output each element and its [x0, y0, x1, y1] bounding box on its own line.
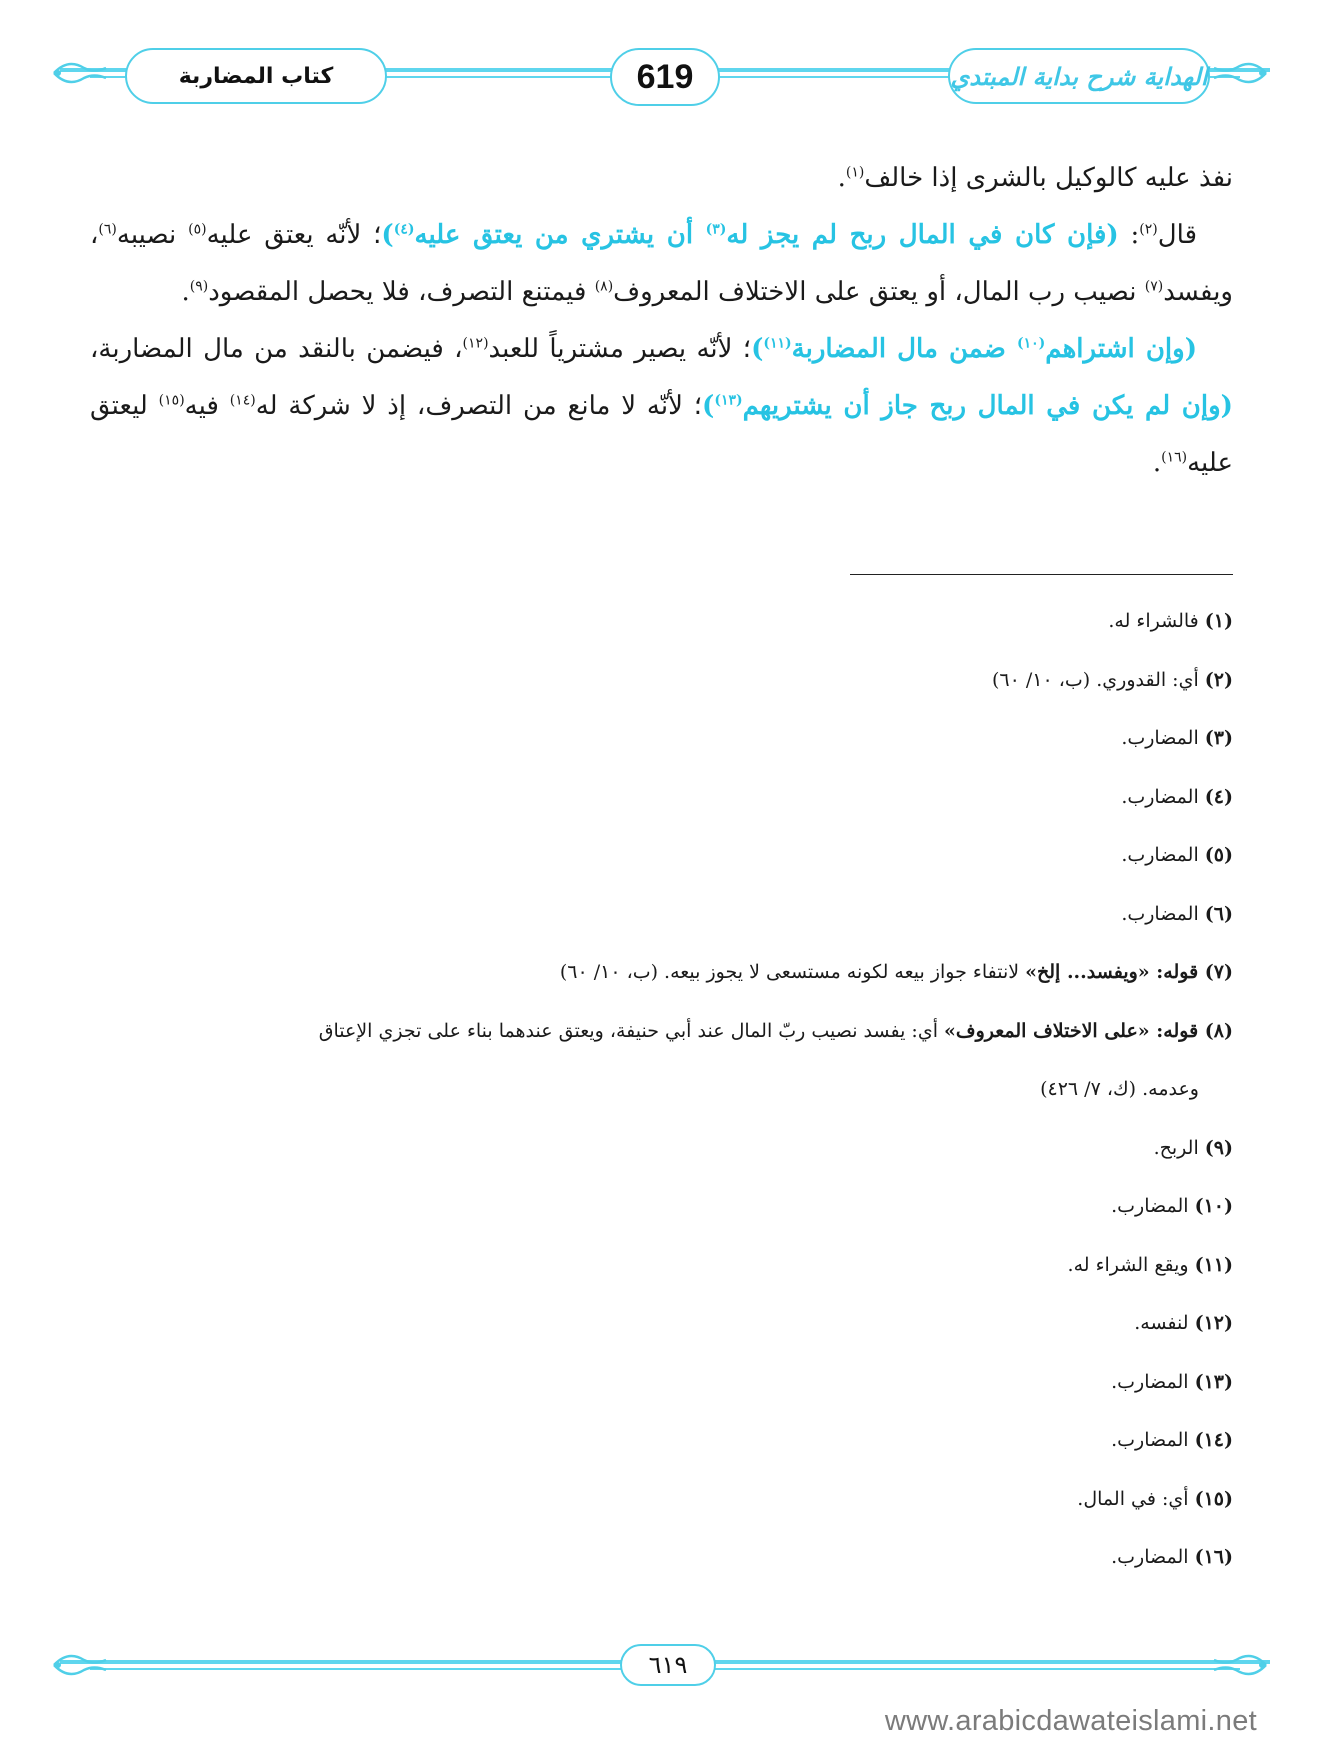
main-text [90, 150, 1233, 492]
paragraph-3: (وإن اشتراهم$^{(١٠)}$ ضمن مال المضاربة$^{(١١)}$)؛ لأنّه يصير مشترياً للعبد$^{(١٢)}$، فيضمن بالنقد من مال المضاربة، (وإن لم يكن في المال ربح جاز أن يشتريهم$^{(١٣)}$)؛ لأنّه لا مانع من التصرف، إذ لا شركة له$^{(١٤)}$ فيه$^{(١٥)}$ ليعتق عليه$^{(١٦)}$. [90, 334, 1233, 478]
right-flourish-icon [1210, 1648, 1270, 1682]
footnote-13: (١٣) المضارب. [1111, 1370, 1233, 1393]
footer-page-number: ٦١٩ [648, 1651, 688, 1679]
footnote-8-continuation: وعدمه. (ك، ٧/ ٤٢٦) [1040, 1078, 1199, 1100]
footnote-12: (١٢) لنفسه. [1134, 1312, 1233, 1334]
footnote-ref[interactable]: (٩) [189, 278, 209, 295]
footnote-ref[interactable]: (١٢) [462, 335, 489, 352]
footnote-ref[interactable]: (٨) [594, 278, 614, 295]
footnote-9: (٩) الربح. [1153, 1136, 1233, 1159]
footnote-ref[interactable]: (٥) [188, 221, 207, 238]
footer-page-number-pill [620, 1644, 716, 1686]
footnote-ref[interactable]: (٦) [98, 221, 117, 238]
footnote-14: (١٤) المضارب. [1111, 1429, 1233, 1451]
footnote-15: (١٥) أي: في المال. [1077, 1487, 1233, 1510]
left-flourish-icon [50, 1648, 110, 1682]
footnote-1: (١) فالشراء له. [1108, 610, 1233, 632]
matn-highlight: (فإن كان في المال ربح لم يجز له$^{(٣)}$ أن يشتري من يعتق عليه$^{(٤)}$) [381, 220, 1119, 250]
footnote-divider [850, 574, 1233, 575]
footnote-ref[interactable]: (١٥) [158, 392, 185, 409]
footnote-16: (١٦) المضارب. [1111, 1546, 1233, 1568]
footnote-11: (١١) ويقع الشراء له. [1067, 1253, 1233, 1276]
page-number: 619 [636, 57, 694, 96]
footnotes-list [86, 592, 1233, 1587]
chapter-title-pill [125, 48, 387, 104]
right-flourish-icon [1210, 56, 1270, 90]
book-title-pill [948, 48, 1210, 104]
left-flourish-icon [50, 56, 110, 90]
matn-highlight: (وإن اشتراهم$^{(١٠)}$ ضمن مال المضاربة$^{(١١)}$) [751, 334, 1197, 364]
footnote-8: (٨) قوله: «على الاختلاف المعروف» أي: يفسد نصيب ربّ المال عند أبي حنيفة، ويعتق عندهما بناء على تجزي الإعتاق [318, 1019, 1233, 1042]
paragraph-1: نفذ عليه كالوكيل بالشرى إذا خالف$^{(١)}$. [837, 163, 1233, 193]
book-title: الهداية شرح بداية المبتدي [950, 61, 1208, 91]
footnote-10: (١٠) المضارب. [1111, 1195, 1233, 1217]
website-url[interactable]: www.arabicdawateislami.net [884, 1705, 1257, 1737]
chapter-title: كتاب المضاربة [178, 63, 334, 89]
footnote-6: (٦) المضارب. [1121, 902, 1233, 925]
footnote-2: (٢) أي: القدوري. (ب، ١٠/ ٦٠) [992, 668, 1233, 691]
paragraph-2: قال$^{(٢)}$: (فإن كان في المال ربح لم يجز له$^{(٣)}$ أن يشتري من يعتق عليه$^{(٤)}$)؛ لأنّه يعتق عليه$^{(٥)}$ نصيبه$^{(٦)}$، ويفسد$^{(٧)}$ نصيب رب المال، أو يعتق على الاختلاف المعروف$^{(٨)}$ فيمتنع التصرف، فلا يحصل المقصود$^{(٩)}$. [90, 220, 1233, 307]
page-number-pill [610, 48, 720, 106]
footnote-4: (٤) المضارب. [1121, 785, 1233, 808]
footnote-3: (٣) المضارب. [1121, 727, 1233, 749]
footnote-ref[interactable]: (٢) [1139, 221, 1158, 238]
footnote-ref[interactable]: (١٦) [1161, 449, 1188, 466]
footnote-7: (٧) قوله: «ويفسد... إلخ» لانتفاء جواز بيعه لكونه مستسعى لا يجوز بيعه. (ب، ١٠/ ٦٠) [559, 961, 1233, 983]
matn-highlight: (وإن لم يكن في المال ربح جاز أن يشتريهم$^{(١٣)}$) [702, 391, 1233, 421]
footnote-ref[interactable]: (١) [845, 164, 865, 181]
footnote-ref[interactable]: (١٤) [229, 392, 256, 409]
footnote-5: (٥) المضارب. [1121, 844, 1233, 866]
footnote-ref[interactable]: (٧) [1144, 278, 1164, 295]
